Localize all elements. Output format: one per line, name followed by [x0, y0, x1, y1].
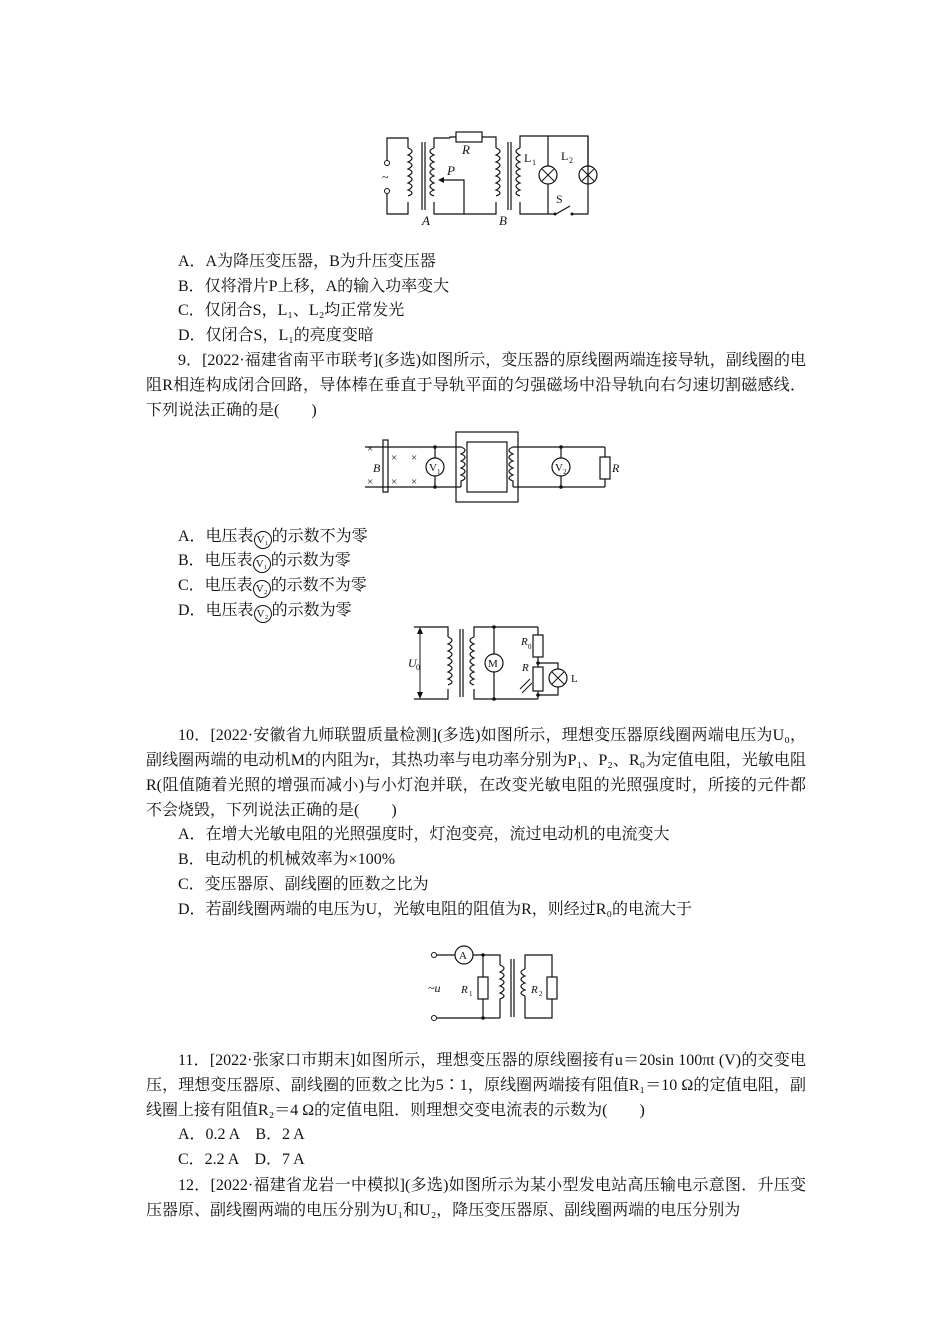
q8-option-c: C．仅闭合S，L₁、L₂均正常发光	[178, 302, 405, 319]
label-R: R	[522, 662, 529, 674]
svg-text:0: 0	[528, 643, 532, 651]
q10-option-a: A．在增大光敏电阻的光照强度时，灯泡变亮，流过电动机的电流变大	[178, 826, 670, 843]
figure-ammeter-transformer	[428, 945, 558, 1025]
q10-option-c: C．变压器原、副线圈的匝数之比为	[178, 876, 429, 893]
svg-text:2: 2	[539, 990, 543, 998]
q11-stem: 11．[2022·张家口市期末]如图所示，理想变压器的原线圈接有u＝20sin 100πt (V)的交变电压，理想变压器原、副线圈的匝数之比为5∶1，原线圈两端接有阻值R₁＝10 Ω的定值电阻，副线圈上接有阻值R₂＝4 Ω的定值电阻．则理想交变电流表的示数为( )	[146, 1052, 806, 1119]
q9-stem: 9．[2022·福建省南平市联考](多选)如图所示，变压器的原线圈两端连接导轨，副线圈的电阻R相连构成闭合回路，导体棒在垂直于导轨平面的匀强磁场中沿导轨向右匀速切割磁感线．下列说法正确的是( )	[146, 352, 806, 419]
q10-stem: 10．[2022·安徽省九师联盟质量检测](多选)如图所示，理想变压器原线圈两端电压为U₀，副线圈两端的电动机M的内阻为r，其热功率与电功率分别为P₁、P₂、R₀为定值电阻，光敏电阻R(阻值随着光照的增强而减小)与小灯泡并联，在改变光敏电阻的光照强度时，所接的元件都不会烧毁，下列说法正确的是( )	[146, 727, 806, 819]
label-B: B	[373, 461, 381, 475]
figure-rails-transformer	[365, 430, 620, 508]
q10-option-b: B．电动机的机械效率为×100%	[178, 851, 396, 868]
voltmeter-v1-icon: V₁	[254, 531, 272, 549]
label-U0: U	[408, 656, 417, 670]
label-B: B	[499, 213, 507, 228]
label-L1: L	[524, 151, 532, 165]
label-M: M	[488, 658, 498, 670]
label-R: R	[612, 461, 620, 475]
label-L: L	[571, 673, 578, 685]
q8-option-b: B．仅将滑片P上移，A的输入功率变大	[178, 278, 450, 295]
label-V2: V	[555, 462, 563, 474]
label-A: A	[422, 213, 430, 228]
label-u: ~u	[428, 981, 441, 995]
q11-options-ab: A．0.2 A B．2 A	[178, 1126, 305, 1143]
label-R: R	[462, 142, 470, 157]
label-P: P	[447, 163, 455, 178]
svg-text:2: 2	[569, 156, 573, 165]
svg-text:×: ×	[391, 476, 398, 488]
voltmeter-v2-icon: V₂	[253, 580, 271, 598]
svg-text:×: ×	[367, 443, 374, 455]
q8-option-a: A．A为降压变压器，B为升压变压器	[178, 253, 436, 270]
figure-motor-circuit	[408, 625, 588, 705]
label-R1: R	[461, 984, 468, 996]
svg-text:1: 1	[437, 468, 441, 476]
q9-option-c: C．电压表 V₂ 的示数不为零	[178, 576, 367, 598]
q8-option-d: D．仅闭合S，L₁的亮度变暗	[178, 327, 374, 344]
ac-source-symbol: ~	[382, 170, 389, 184]
q9-option-a: A．电压表 V₁ 的示数不为零	[178, 527, 368, 549]
svg-text:1: 1	[469, 990, 473, 998]
svg-text:×: ×	[367, 476, 374, 488]
voltmeter-v2-icon: V₂	[254, 605, 272, 623]
svg-text:2: 2	[563, 468, 567, 476]
svg-text:×: ×	[411, 476, 418, 488]
label-L2: L	[561, 149, 569, 163]
voltmeter-v1-icon: V₁	[253, 555, 271, 573]
label-A: A	[459, 950, 467, 962]
svg-text:0: 0	[416, 663, 420, 672]
q11-options-cd: C．2.2 A D．7 A	[178, 1151, 305, 1168]
figure-transformer-lamps	[378, 128, 608, 228]
q10-option-d: D．若副线圈两端的电压为U，光敏电阻的阻值为R，则经过R₀的电流大于	[178, 901, 693, 918]
svg-text:1: 1	[532, 158, 536, 167]
label-V1: V	[429, 462, 437, 474]
q9-option-b: B．电压表 V₁ 的示数为零	[178, 551, 351, 573]
q12-stem: 12．[2022·福建省龙岩一中模拟](多选)如图所示为某小型发电站高压输电示意图．升压变压器原、副线圈两端的电压分别为U₁和U₂，降压变压器原、副线圈两端的电压分别为	[146, 1177, 806, 1219]
label-R0: R	[521, 636, 528, 648]
q9-option-d: D．电压表 V₂ 的示数为零	[178, 601, 352, 623]
svg-text:×: ×	[391, 452, 398, 464]
label-R2: R	[531, 984, 538, 996]
label-S: S	[556, 192, 563, 206]
svg-text:×: ×	[411, 452, 418, 464]
